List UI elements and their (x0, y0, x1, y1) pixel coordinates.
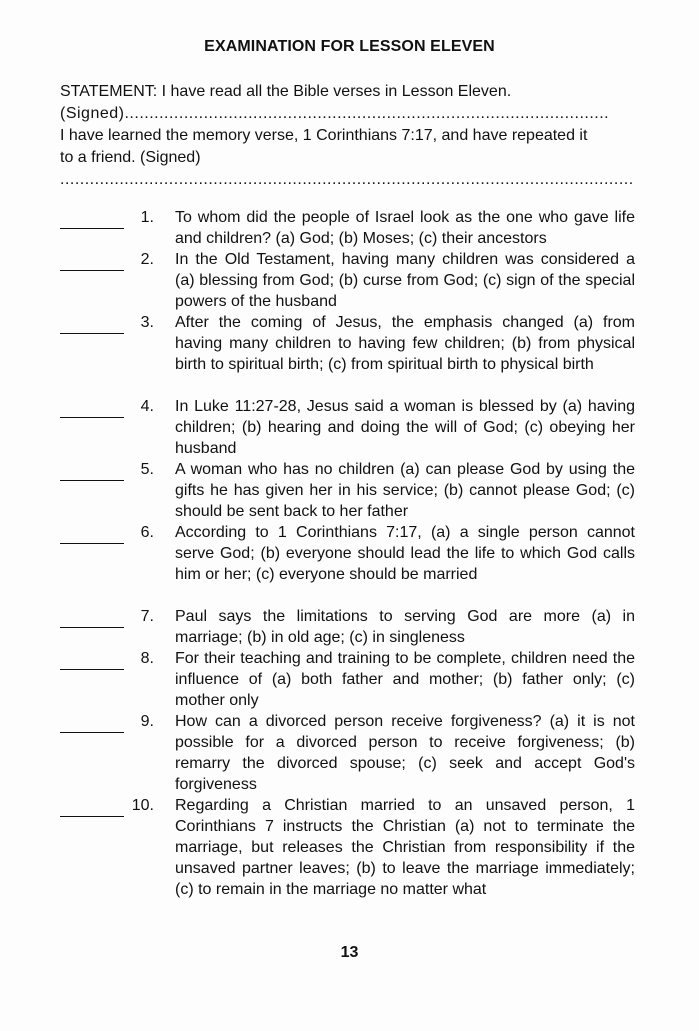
question-text: For their teaching and training to be complete, children need the influence of (a) both father and mother; (b) father only; (c) mother only (175, 650, 635, 709)
signature-line: (Signed).................................................................................................. (60, 105, 610, 122)
question-text: In Luke 11:27-28, Jesus said a woman is blessed by (a) having children; (b) hearing and doing the will of God; (c) obeying her husband (175, 398, 635, 457)
answer-blank[interactable] (60, 732, 124, 733)
question-number: 9. (140, 713, 154, 730)
question-number: 8. (140, 650, 154, 667)
page-title: EXAMINATION FOR LESSON ELEVEN (204, 38, 495, 55)
question-number: 4. (140, 398, 154, 415)
question-number: 10. (131, 797, 154, 814)
question-text: A woman who has no children (a) can please God by using the gifts he has given her in his service; (b) cannot please God; (c) should be sent back to her father (175, 461, 635, 520)
answer-blank[interactable] (60, 669, 124, 670)
question-text: To whom did the people of Israel look as the one who gave life and children? (a) God; (b) Moses; (c) their ancestors (175, 209, 635, 247)
answer-blank[interactable] (60, 228, 124, 229)
page-number: 13 (340, 944, 359, 961)
question-text: How can a divorced person receive forgiveness? (a) it is not possible for a divorced person to receive forgiveness; (b) remarry the divorced spouse; (c) seek and accept God's forgiveness (175, 713, 635, 793)
question-text: In the Old Testament, having many children was considered a (a) blessing from God; (b) curse from God; (c) sign of the special powers of the husband (175, 251, 635, 310)
statement-block (60, 81, 640, 191)
answer-blank[interactable] (60, 333, 124, 334)
answer-blank[interactable] (60, 417, 124, 418)
answer-blank[interactable] (60, 627, 124, 628)
question-number: 3. (140, 314, 154, 331)
statement-line: STATEMENT: I have read all the Bible verses in Lesson Eleven. (60, 83, 512, 100)
question-number: 5. (140, 461, 154, 478)
question-number: 7. (140, 608, 154, 625)
answer-blank[interactable] (60, 480, 124, 481)
question-number: 2. (140, 251, 154, 268)
answer-blank[interactable] (60, 270, 124, 271)
answer-blank[interactable] (60, 543, 124, 544)
question-number: 6. (140, 524, 154, 541)
question-text: Regarding a Christian married to an unsaved person, 1 Corinthians 7 instructs the Christian (a) not to terminate the marriage, but releases the Christian from responsibility if the unsaved partner leaves; (b) to leave the marriage immediately; (c) to remain in the marriage no matter what (175, 797, 635, 898)
question-number: 1. (140, 209, 154, 226)
question-text: According to 1 Corinthians 7:17, (a) a single person cannot serve God; (b) everyone should lead the life to which God calls him or her; (c) everyone should be married (175, 524, 635, 583)
question-text: After the coming of Jesus, the emphasis changed (a) from having many children to having few children; (b) from physical birth to spiritual birth; (c) from spiritual birth to physical birth (175, 314, 635, 373)
memory-verse-signed-line: to a friend. (Signed) (60, 149, 201, 166)
question-text: Paul says the limitations to serving God are more (a) in marriage; (b) in old age; (c) in singleness (175, 608, 635, 646)
signature-dotted-line: .................................................................................................................... (60, 171, 634, 188)
answer-blank[interactable] (60, 816, 124, 817)
memory-verse-line: I have learned the memory verse, 1 Corinthians 7:17, and have repeated it (60, 127, 588, 144)
